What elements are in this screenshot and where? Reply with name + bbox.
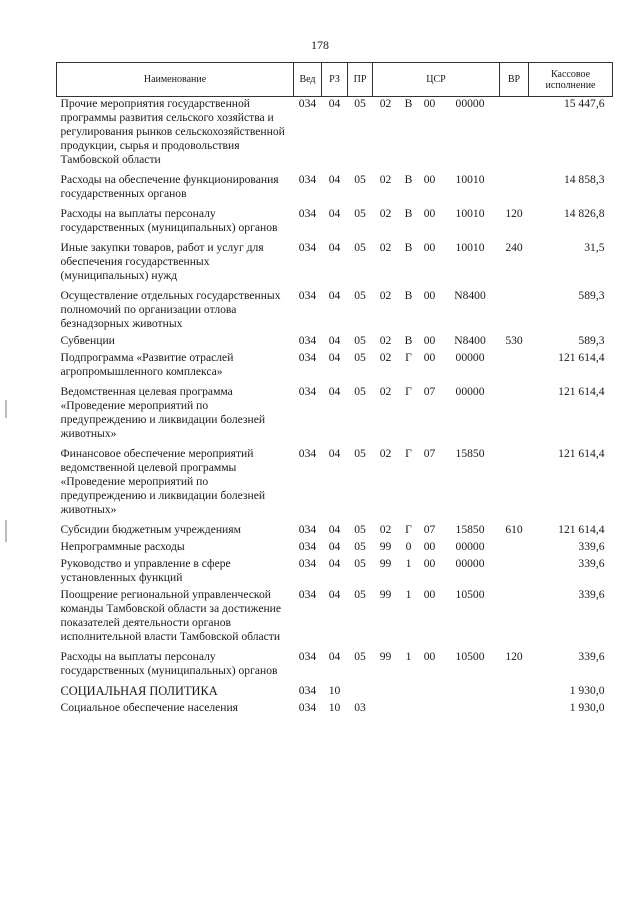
cell-c2	[399, 698, 419, 715]
cell-pr: 05	[354, 289, 366, 302]
cell-sum: 121 614,4	[558, 385, 605, 398]
cell-pr: 05	[354, 241, 366, 254]
cell-pr: 03	[354, 701, 366, 714]
cell-c1	[373, 678, 399, 698]
cell-sum: 15 447,6	[563, 97, 605, 110]
cell-name: Руководство и управление в сфере установленных функций	[60, 557, 231, 584]
budget-table	[56, 62, 613, 715]
cell-c1: 02	[379, 385, 392, 398]
cell-rz: 04	[328, 351, 341, 364]
cell-vr: 530	[505, 334, 523, 347]
cell-c1: 02	[379, 173, 392, 186]
cell-rz: 04	[328, 557, 341, 570]
cell-name: Социальное обеспечение населения	[60, 701, 239, 714]
cell-c4: 00000	[455, 385, 485, 398]
cell-sum: 1 930,0	[569, 701, 605, 714]
cell-c1: 99	[379, 650, 392, 663]
cell-sum: 121 614,4	[558, 351, 605, 364]
cell-name: Поощрение региональной управленческой команды Тамбовской области за достижение показателей деятельности органов исполнительной власти Тамбовской области	[60, 588, 282, 643]
cell-pr: 05	[354, 351, 366, 364]
cell-c4: 00000	[455, 97, 485, 110]
cell-c1: 02	[379, 334, 392, 347]
cell-vr	[500, 283, 529, 331]
cell-c3: 00	[423, 334, 436, 347]
cell-name: Субвенции	[60, 334, 115, 347]
cell-c4: 10500	[455, 588, 485, 601]
cell-vr	[500, 441, 529, 517]
cell-c1: 02	[379, 447, 392, 460]
cell-name: СОЦИАЛЬНАЯ ПОЛИТИКА	[60, 684, 218, 698]
cell-name: Осуществление отдельных государственных полномочий по организации отлова безнадзорных животных	[60, 289, 281, 330]
cell-ved: 034	[298, 540, 317, 553]
cell-name: Субсидии бюджетным учреждениям	[60, 523, 241, 536]
header-pr: ПР	[348, 63, 373, 97]
cell-pr: 05	[354, 385, 366, 398]
cell-rz: 04	[328, 241, 341, 254]
margin-mark	[5, 400, 7, 418]
cell-pr: 05	[354, 557, 366, 570]
cell-c3: 00	[423, 351, 436, 364]
cell-sum: 589,3	[578, 334, 605, 347]
cell-c3: 00	[423, 650, 436, 663]
cell-c3: 07	[423, 447, 436, 460]
cell-sum: 339,6	[578, 540, 605, 553]
cell-c1: 02	[379, 97, 392, 110]
cell-c1: 02	[379, 289, 392, 302]
cell-c2: Г	[405, 447, 412, 460]
cell-c1	[373, 698, 399, 715]
cell-name: Иные закупки товаров, работ и услуг для обеспечения государственных (муниципальных) нужд	[60, 241, 264, 282]
table-header-row	[57, 63, 613, 97]
cell-rz: 04	[328, 334, 341, 347]
cell-c3	[419, 678, 441, 698]
cell-sum: 589,3	[578, 289, 605, 302]
cell-name: Расходы на выплаты персоналу государственных (муниципальных) органов	[60, 650, 278, 677]
cell-ved: 034	[298, 523, 317, 536]
cell-vr	[500, 348, 529, 379]
table-row	[57, 678, 613, 698]
table-row	[57, 331, 613, 348]
cell-pr: 05	[354, 207, 366, 220]
cell-pr: 05	[354, 588, 366, 601]
cell-vr	[500, 379, 529, 441]
cell-name: Расходы на обеспечение функционирования государственных органов	[60, 173, 279, 200]
cell-c4: 00000	[455, 557, 485, 570]
cell-rz: 04	[328, 650, 341, 663]
cell-c4: 10500	[455, 650, 485, 663]
header-name: Наименование	[57, 63, 294, 97]
cell-c1: 99	[379, 588, 392, 601]
cell-sum: 339,6	[578, 557, 605, 570]
cell-c2: Г	[405, 385, 412, 398]
cell-c2: 1	[405, 588, 412, 601]
cell-c3: 07	[423, 523, 436, 536]
cell-rz: 04	[328, 523, 341, 536]
cell-name: Подпрограмма «Развитие отраслей агропромышленного комплекса»	[60, 351, 234, 378]
cell-c1: 99	[379, 557, 392, 570]
table-row	[57, 698, 613, 715]
cell-vr	[500, 678, 529, 698]
cell-c4: 10010	[455, 207, 485, 220]
cell-c2: 0	[405, 540, 412, 553]
cell-rz: 04	[328, 173, 341, 186]
cell-sum: 1 930,0	[569, 684, 605, 697]
table-row	[57, 554, 613, 585]
cell-c2: В	[404, 97, 413, 110]
cell-c4: 10010	[455, 173, 485, 186]
cell-pr: 05	[354, 447, 366, 460]
cell-c2: Г	[405, 523, 412, 536]
cell-ved: 034	[298, 447, 317, 460]
cell-rz: 04	[328, 385, 341, 398]
cell-rz: 04	[328, 97, 341, 110]
cell-ved: 034	[298, 701, 317, 714]
table-row	[57, 517, 613, 537]
cell-c3: 00	[423, 540, 436, 553]
cell-vr: 240	[505, 241, 523, 254]
table-row	[57, 201, 613, 235]
cell-c4: 00000	[455, 351, 485, 364]
cell-pr: 05	[354, 523, 366, 536]
cell-c3: 00	[423, 97, 436, 110]
table-row	[57, 167, 613, 201]
table-row	[57, 585, 613, 644]
cell-c2: В	[404, 173, 413, 186]
header-csr: ЦСР	[373, 63, 500, 97]
cell-pr: 05	[354, 97, 366, 110]
table-row	[57, 537, 613, 554]
cell-name: Расходы на выплаты персоналу государственных (муниципальных) органов	[60, 207, 278, 234]
cell-pr: 05	[354, 540, 366, 553]
cell-sum: 339,6	[578, 650, 605, 663]
cell-ved: 034	[298, 289, 317, 302]
cell-vr: 610	[505, 523, 523, 536]
table-row	[57, 97, 613, 168]
header-ved: Вед	[294, 63, 322, 97]
cell-c3: 00	[423, 289, 436, 302]
cell-ved: 034	[298, 650, 317, 663]
cell-sum: 14 826,8	[563, 207, 605, 220]
cell-c4: 15850	[455, 523, 485, 536]
cell-ved: 034	[298, 241, 317, 254]
cell-c4: 15850	[455, 447, 485, 460]
cell-rz: 04	[328, 289, 341, 302]
cell-c4	[441, 678, 500, 698]
table-row	[57, 379, 613, 441]
cell-sum: 121 614,4	[558, 523, 605, 536]
cell-c2: Г	[405, 351, 412, 364]
cell-name: Непрограммные расходы	[60, 540, 185, 553]
cell-vr: 120	[505, 207, 523, 220]
cell-c1: 99	[379, 540, 392, 553]
table-row	[57, 283, 613, 331]
cell-rz: 10	[328, 684, 341, 697]
cell-ved: 034	[298, 588, 317, 601]
header-vr: ВР	[500, 63, 529, 97]
cell-c1: 02	[379, 207, 392, 220]
cell-c1: 02	[379, 241, 392, 254]
cell-sum: 14 858,3	[563, 173, 605, 186]
table-row	[57, 348, 613, 379]
cell-vr	[500, 97, 529, 168]
cell-c2: В	[404, 241, 413, 254]
cell-sum: 121 614,4	[558, 447, 605, 460]
cell-c3	[419, 698, 441, 715]
header-rz: РЗ	[322, 63, 348, 97]
cell-c2: 1	[405, 557, 412, 570]
header-sum: Кассовое исполнение	[529, 63, 613, 97]
margin-mark	[5, 520, 7, 542]
cell-name: Финансовое обеспечение мероприятий ведомственной целевой программы «Проведение мероприятий по предупреждению и ликвидации болезней животных»	[60, 447, 266, 516]
cell-name: Ведомственная целевая программа «Проведение мероприятий по предупреждению и ликвидации болезней животных»	[60, 385, 266, 440]
cell-c3: 00	[423, 557, 436, 570]
cell-vr: 120	[505, 650, 523, 663]
cell-c2: 1	[405, 650, 412, 663]
cell-ved: 034	[298, 173, 317, 186]
cell-ved: 034	[298, 684, 317, 697]
cell-name: Прочие мероприятия государственной программы развития сельского хозяйства и регулирования рынков сельскохозяйственной продукции, сырья и продовольствия Тамбовской области	[60, 97, 285, 166]
cell-c3: 07	[423, 385, 436, 398]
cell-vr	[500, 167, 529, 201]
page-number: 178	[311, 38, 329, 52]
table-row	[57, 441, 613, 517]
cell-pr: 05	[354, 173, 366, 186]
cell-ved: 034	[298, 334, 317, 347]
cell-rz: 04	[328, 207, 341, 220]
cell-c1: 02	[379, 523, 392, 536]
cell-c1: 02	[379, 351, 392, 364]
cell-vr	[500, 585, 529, 644]
cell-pr	[348, 678, 373, 698]
cell-rz: 10	[328, 701, 341, 714]
table-row	[57, 235, 613, 283]
cell-sum: 31,5	[584, 241, 605, 254]
cell-ved: 034	[298, 351, 317, 364]
cell-pr: 05	[354, 650, 366, 663]
cell-vr	[500, 554, 529, 585]
cell-c2: В	[404, 207, 413, 220]
cell-rz: 04	[328, 540, 341, 553]
cell-vr	[500, 698, 529, 715]
cell-rz: 04	[328, 588, 341, 601]
cell-sum: 339,6	[578, 588, 605, 601]
cell-pr: 05	[354, 334, 366, 347]
cell-c4: 10010	[455, 241, 485, 254]
cell-c3: 00	[423, 241, 436, 254]
cell-ved: 034	[298, 207, 317, 220]
cell-c4: 00000	[455, 540, 485, 553]
cell-c4: N8400	[454, 334, 486, 347]
cell-c2: В	[404, 334, 413, 347]
cell-vr	[500, 537, 529, 554]
cell-ved: 034	[298, 97, 317, 110]
cell-ved: 034	[298, 557, 317, 570]
cell-c2: В	[404, 289, 413, 302]
cell-rz: 04	[328, 447, 341, 460]
cell-c4	[441, 698, 500, 715]
cell-c3: 00	[423, 588, 436, 601]
cell-c3: 00	[423, 207, 436, 220]
cell-c4: N8400	[454, 289, 486, 302]
cell-c2	[399, 678, 419, 698]
table-row	[57, 644, 613, 678]
cell-c3: 00	[423, 173, 436, 186]
cell-ved: 034	[298, 385, 317, 398]
